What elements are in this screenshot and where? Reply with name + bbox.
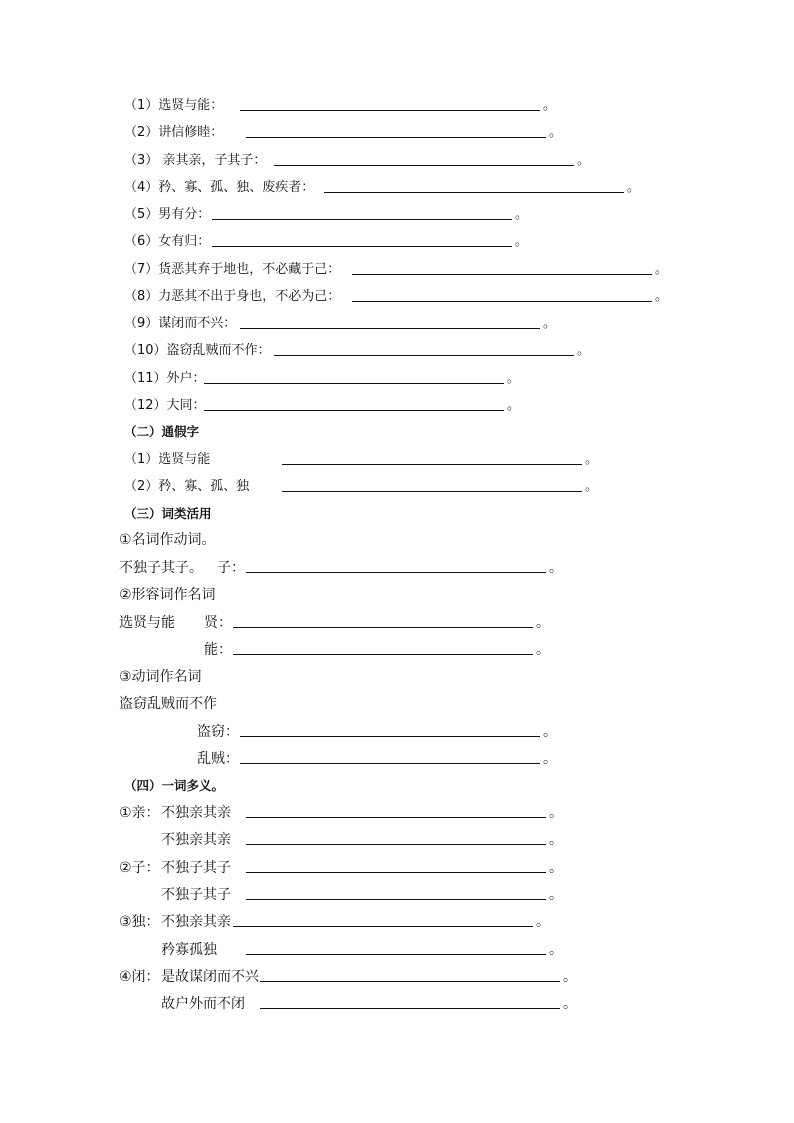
- line-end: 。: [549, 887, 563, 903]
- answer-blank[interactable]: [246, 940, 546, 955]
- line-end: 。: [549, 942, 563, 958]
- huoyong-example-sentence: [119, 694, 217, 714]
- definition-line-11: [124, 369, 521, 389]
- line-lead: 不独亲其亲: [161, 805, 231, 821]
- definition-line-12: [124, 396, 521, 416]
- line-end: 。: [655, 289, 669, 304]
- answer-blank[interactable]: [282, 450, 582, 465]
- line-lead: 是故谋闭而不兴: [161, 969, 259, 985]
- line-end: 。: [585, 452, 599, 467]
- line-label: （12）大同：: [124, 398, 206, 413]
- line-end: 。: [549, 805, 563, 821]
- line-label: 不独子其子。: [119, 560, 203, 576]
- line-lead: 不独子其子: [161, 887, 231, 903]
- line-label: （11）外户：: [124, 371, 206, 386]
- line-label: （4）矜、寡、孤、独、废疾者：: [124, 180, 315, 195]
- subheading-text: ①名词作动词。: [119, 532, 216, 548]
- duoyi-line-qin-1: [119, 803, 563, 823]
- line-lead: 盗窃：: [197, 724, 239, 740]
- line-label: （8）力恶其不出于身也，不必为己：: [124, 289, 341, 304]
- line-end: 。: [549, 860, 563, 876]
- answer-blank[interactable]: [233, 640, 533, 655]
- answer-blank[interactable]: [282, 477, 582, 492]
- line-end: 。: [627, 180, 641, 195]
- answer-blank[interactable]: [274, 341, 574, 356]
- line-label: 选贤与能: [119, 615, 175, 631]
- line-end: 。: [536, 615, 550, 631]
- definition-line-7: [124, 260, 669, 280]
- line-end: 。: [507, 398, 521, 413]
- section-heading-text: （四）一词多义。: [124, 778, 225, 793]
- section-heading-yiciduoyi: [124, 776, 224, 796]
- answer-blank[interactable]: [246, 858, 546, 873]
- answer-blank[interactable]: [246, 830, 546, 845]
- line-lead: 贤：: [204, 615, 232, 631]
- answer-blank[interactable]: [260, 967, 560, 982]
- subheading-text: ②形容词作名词: [119, 587, 216, 603]
- definition-line-9: [124, 314, 557, 334]
- section-heading-text: （三）词类活用: [124, 506, 212, 521]
- definition-line-5: [124, 205, 529, 225]
- subheading-noun-as-verb: [119, 530, 216, 550]
- line-label: （9）谋闭而不兴：: [124, 316, 237, 331]
- huoyong-line-zi: [119, 558, 563, 578]
- answer-blank[interactable]: [240, 96, 540, 111]
- definition-line-4: [124, 178, 641, 198]
- answer-blank[interactable]: [324, 178, 624, 193]
- line-label: （1）选贤与能: [124, 452, 211, 467]
- line-lead: 矜寡孤独: [161, 942, 217, 958]
- line-end: 。: [577, 343, 591, 358]
- line-lead: 故户外而不闭: [161, 996, 245, 1012]
- answer-blank[interactable]: [204, 396, 504, 411]
- section-heading-text: （二）通假字: [124, 424, 200, 439]
- line-label: （2）矜、寡、孤、独: [124, 479, 250, 494]
- duoyi-line-du-1: [119, 912, 550, 932]
- line-end: 。: [577, 153, 591, 168]
- duoyi-line-bi-1: [119, 967, 577, 987]
- answer-blank[interactable]: [352, 260, 652, 275]
- line-end: 。: [543, 751, 557, 767]
- definition-line-8: [124, 287, 669, 307]
- line-lead: 不独亲其亲: [161, 914, 231, 930]
- line-end: 。: [549, 560, 563, 576]
- line-lead: 能：: [204, 642, 232, 658]
- line-label: ②子：: [119, 860, 160, 876]
- definition-line-6: [124, 232, 529, 252]
- line-label: （10）盗窃乱贼而不作：: [124, 343, 271, 358]
- line-end: 。: [543, 98, 557, 113]
- answer-blank[interactable]: [240, 722, 540, 737]
- line-end: 。: [655, 262, 669, 277]
- answer-blank[interactable]: [204, 369, 504, 384]
- line-label: （7）货恶其弃于地也，不必藏于己：: [124, 262, 341, 277]
- line-lead: 不独子其子: [161, 860, 231, 876]
- huoyong-line-xian: [119, 613, 550, 633]
- subheading-verb-as-noun: [119, 667, 202, 687]
- answer-blank[interactable]: [274, 151, 574, 166]
- line-label: ③独：: [119, 914, 160, 930]
- line-end: 。: [543, 724, 557, 740]
- definition-line-3: [124, 151, 591, 171]
- definition-line-10: [124, 341, 591, 361]
- answer-blank[interactable]: [212, 232, 512, 247]
- answer-blank[interactable]: [260, 994, 560, 1009]
- answer-blank[interactable]: [233, 912, 533, 927]
- line-label: （6）女有归：: [124, 234, 211, 249]
- line-end: 。: [543, 316, 557, 331]
- line-end: 。: [536, 914, 550, 930]
- line-label: （1）选贤与能：: [124, 98, 224, 113]
- subheading-text: ③动词作名词: [119, 669, 202, 685]
- answer-blank[interactable]: [246, 558, 546, 573]
- definition-line-2: [124, 123, 563, 143]
- line-lead: 乱贼：: [197, 751, 239, 767]
- answer-blank[interactable]: [352, 287, 652, 302]
- answer-blank[interactable]: [246, 803, 546, 818]
- definition-line-1: [124, 96, 557, 116]
- subheading-adj-as-noun: [119, 585, 216, 605]
- tongjiazi-line-2: [124, 477, 599, 497]
- line-label: （2）讲信修睦：: [124, 125, 224, 140]
- answer-blank[interactable]: [246, 123, 546, 138]
- example-sentence: 盗窃乱贼而不作: [119, 696, 217, 712]
- line-lead: 子：: [217, 560, 245, 576]
- answer-blank[interactable]: [240, 749, 540, 764]
- tongjiazi-line-1: [124, 450, 599, 470]
- line-end: 。: [549, 125, 563, 140]
- answer-blank[interactable]: [240, 314, 540, 329]
- line-label: （3） 亲其亲，子其子：: [124, 153, 267, 168]
- line-end: 。: [507, 371, 521, 386]
- line-end: 。: [585, 479, 599, 494]
- answer-blank[interactable]: [212, 205, 512, 220]
- line-end: 。: [563, 969, 577, 985]
- line-label: ④闭：: [119, 969, 160, 985]
- line-end: 。: [536, 642, 550, 658]
- line-label: （5）男有分：: [124, 207, 211, 222]
- answer-blank[interactable]: [233, 613, 533, 628]
- line-end: 。: [515, 234, 529, 249]
- line-end: 。: [549, 832, 563, 848]
- line-label: ①亲：: [119, 805, 160, 821]
- section-heading-cileihuoyong: [124, 504, 212, 524]
- answer-blank[interactable]: [246, 885, 546, 900]
- line-end: 。: [515, 207, 529, 222]
- line-end: 。: [563, 996, 577, 1012]
- duoyi-line-zi-1: [119, 858, 563, 878]
- section-heading-tongjiazi: [124, 422, 199, 442]
- line-lead: 不独亲其亲: [161, 832, 231, 848]
